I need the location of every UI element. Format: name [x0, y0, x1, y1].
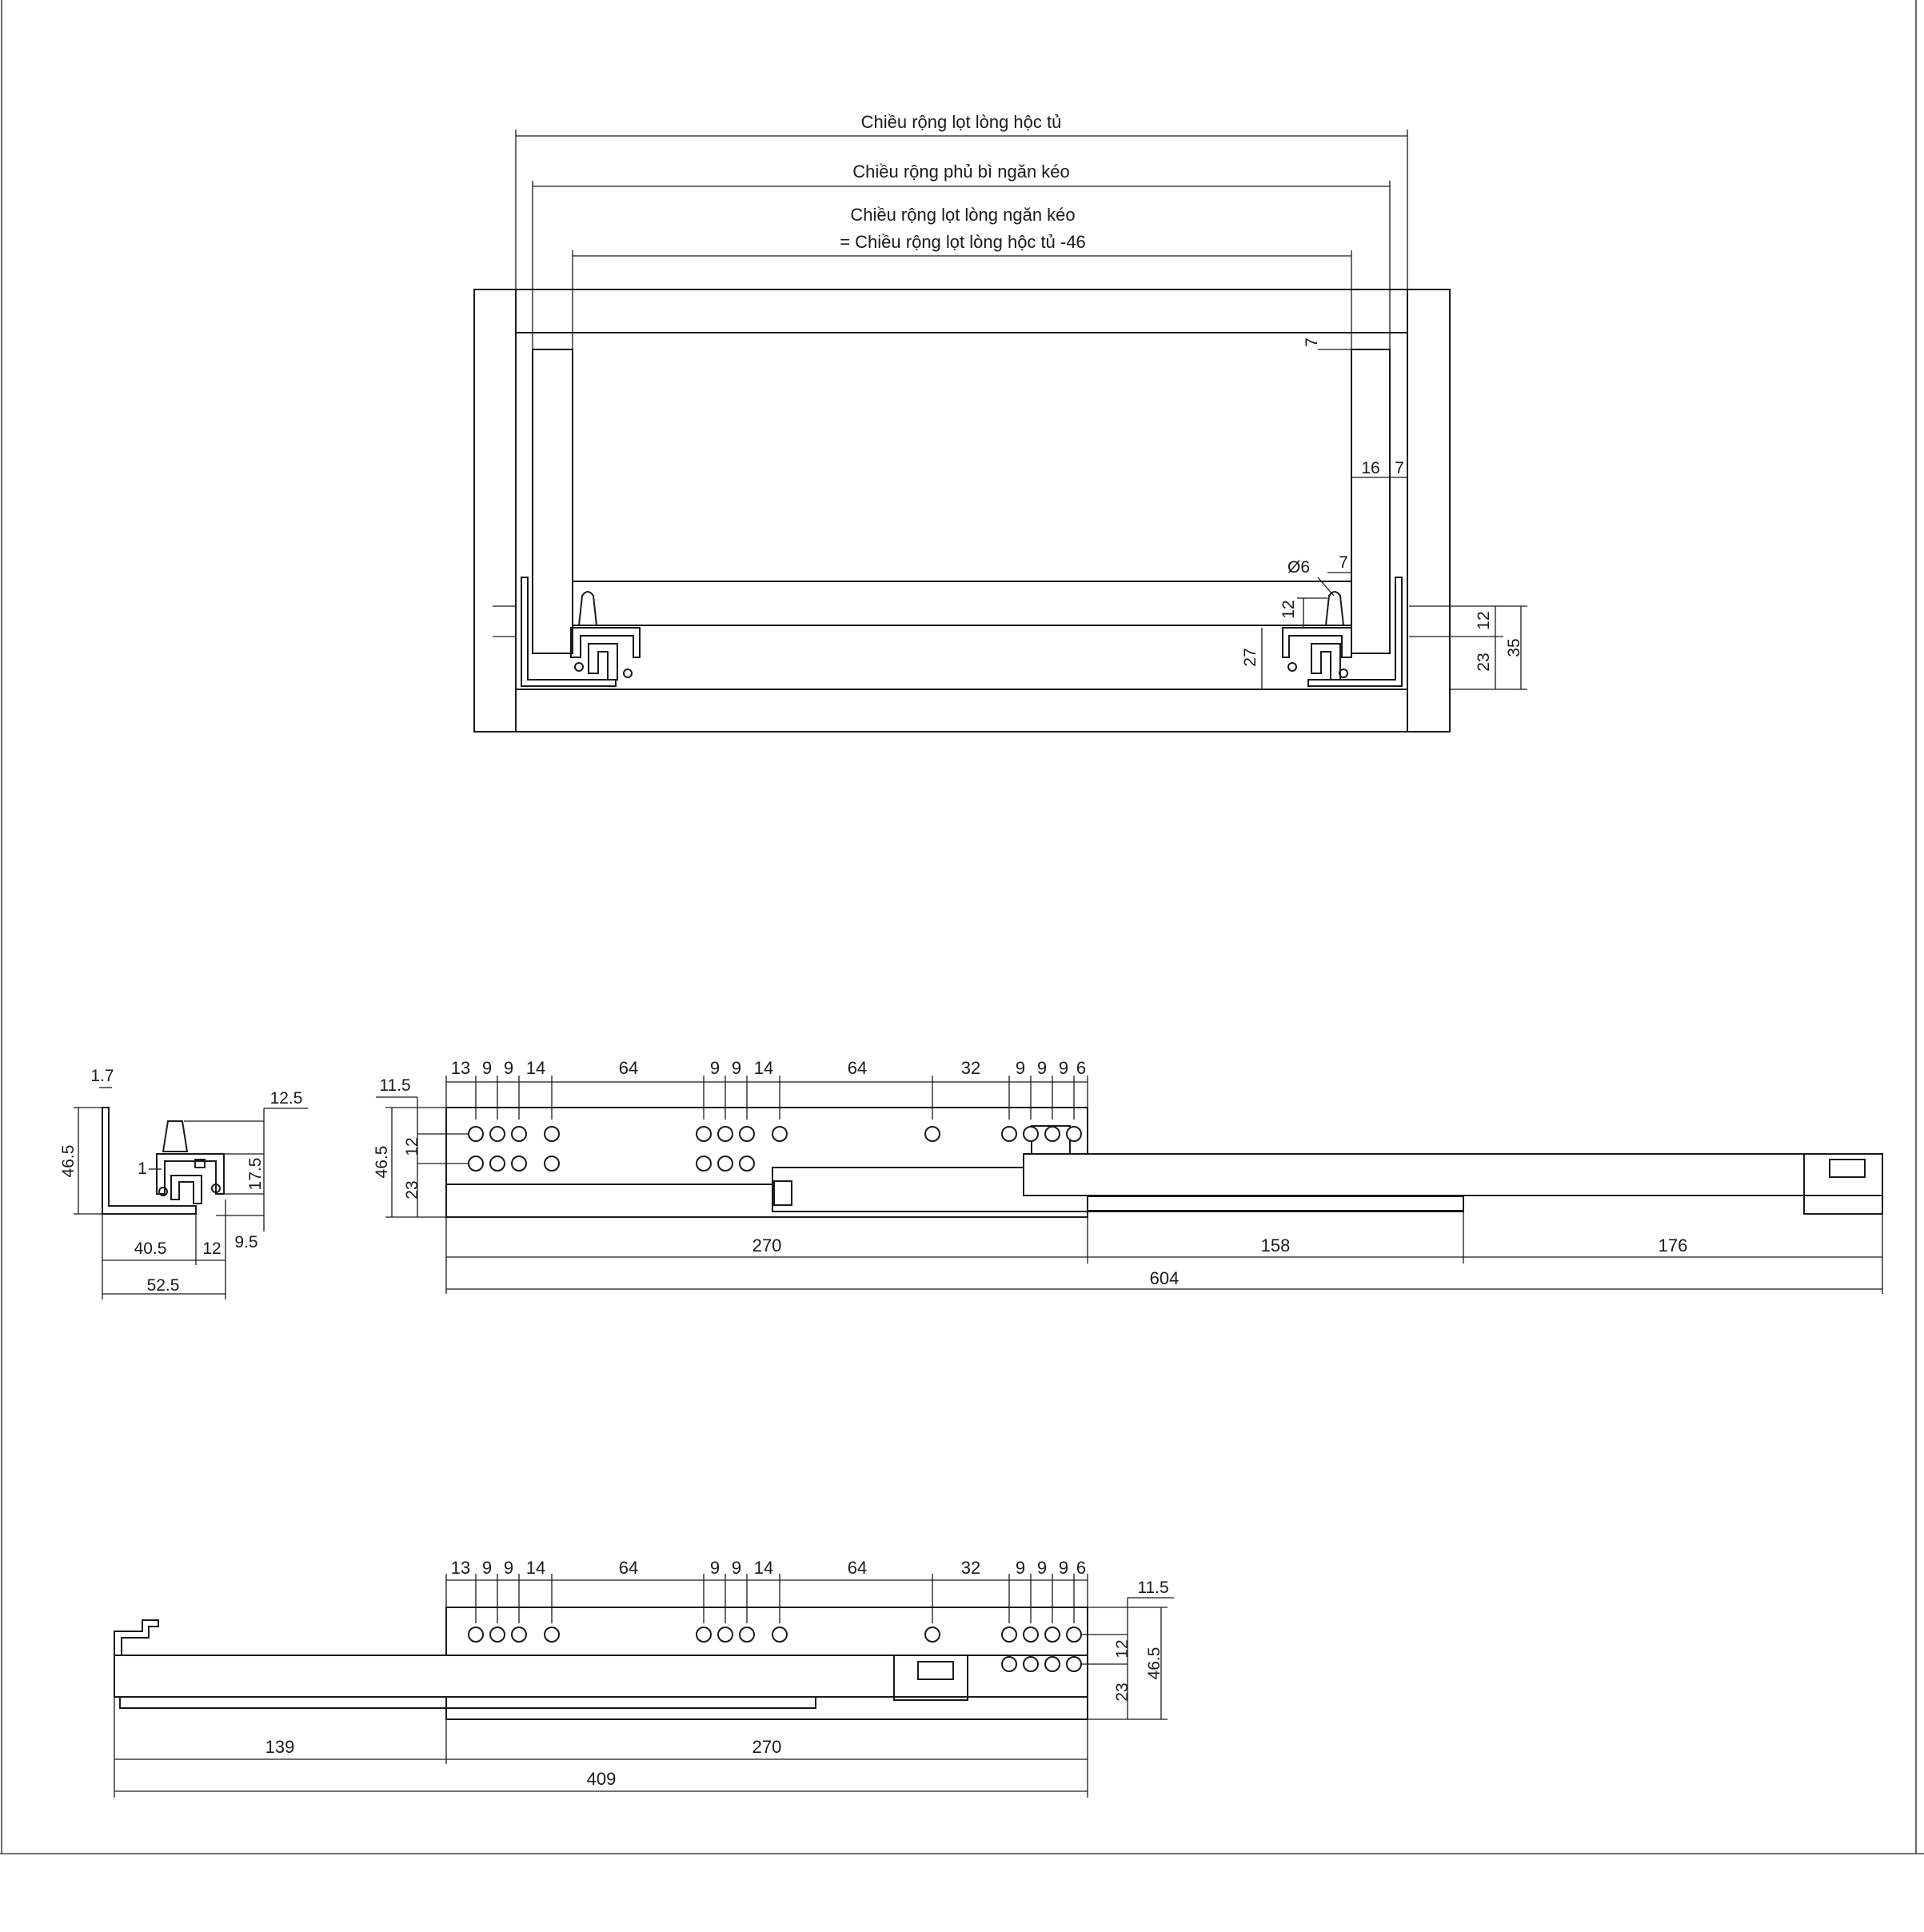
- spacing-label: 9: [481, 1558, 493, 1578]
- runner-left: [493, 577, 640, 686]
- runner-left-pin: [579, 592, 597, 625]
- extended-view: [373, 1058, 1882, 1294]
- closed-spacing-ticks: [446, 1574, 1088, 1623]
- runner-left-bracket: [521, 577, 616, 686]
- dim-16: 16: [1361, 459, 1380, 477]
- spacing-label: 14: [753, 1058, 774, 1078]
- spacing-label: 14: [753, 1558, 774, 1578]
- profile-rail: [157, 1154, 224, 1194]
- spacing-label: 9: [1036, 1558, 1048, 1578]
- spacing-label: 64: [847, 1058, 868, 1078]
- profile-dim-52-5: 52.5: [146, 1276, 180, 1295]
- dim-7-top: 7: [1303, 337, 1321, 347]
- dim-27: 27: [1241, 648, 1259, 667]
- drawer-side-right: [1351, 349, 1390, 653]
- spacing-label: 13: [450, 1058, 471, 1078]
- spacing-label: 9: [503, 1558, 514, 1578]
- drawer-bottom: [573, 581, 1351, 625]
- hole: [1002, 1627, 1016, 1642]
- hole: [772, 1127, 787, 1141]
- closed-holes-upper: [469, 1627, 1081, 1642]
- runner-left-ball-2: [624, 669, 632, 677]
- runner-left-inner: [589, 644, 617, 680]
- extended-dim-46-5: 46.5: [373, 1145, 391, 1179]
- cabinet-inner-width-label: Chiều rộng lọt lòng hộc tủ: [860, 112, 1062, 132]
- spacing-label: 9: [731, 1058, 742, 1078]
- hole: [1067, 1657, 1081, 1671]
- hole: [1024, 1127, 1038, 1141]
- spacing-label: 9: [709, 1058, 721, 1078]
- drawer-inner-width-label-1: Chiều rộng lọt lòng ngăn kéo: [850, 205, 1076, 225]
- closed-view: [114, 1558, 1174, 1798]
- extended-holes-lower: [469, 1156, 754, 1171]
- profile-view: [59, 1067, 308, 1299]
- profile-dim-1: 1: [138, 1160, 147, 1178]
- hole: [545, 1627, 559, 1642]
- spacing-label: 14: [525, 1058, 546, 1078]
- spacing-label: 9: [709, 1558, 721, 1578]
- profile-dim-1-7: 1.7: [90, 1067, 114, 1085]
- spacing-label: 9: [731, 1558, 742, 1578]
- closed-dim-23: 23: [1113, 1683, 1132, 1702]
- cabinet-outline: [474, 289, 1450, 732]
- runner-left-ball: [575, 663, 583, 671]
- profile-dim-17-5: 17.5: [246, 1157, 265, 1191]
- runner-right-rail: [1283, 628, 1351, 657]
- spacing-label: 32: [960, 1058, 981, 1078]
- spacing-label: 9: [1015, 1558, 1026, 1578]
- drawer-overlay-width-label: Chiều rộng phủ bì ngăn kéo: [852, 162, 1070, 182]
- dim-23-right: 23: [1475, 653, 1493, 672]
- profile-dim-12: 12: [202, 1239, 222, 1258]
- hole: [925, 1627, 940, 1642]
- hole: [1045, 1657, 1060, 1671]
- drawer-inner-width-label-2: = Chiều rộng lọt lòng hộc tủ -46: [840, 232, 1086, 252]
- dim-7-side: 7: [1395, 459, 1404, 477]
- spacing-label: 32: [960, 1558, 981, 1578]
- runner-right-ball: [1288, 663, 1296, 671]
- hole: [1024, 1627, 1038, 1642]
- dim-7-pin: 7: [1339, 553, 1348, 572]
- profile-dim-12-5: 12.5: [269, 1089, 303, 1108]
- closed-dim-12: 12: [1113, 1639, 1132, 1659]
- hole: [512, 1156, 526, 1171]
- spacing-label: 6: [1076, 1058, 1087, 1078]
- hole: [1045, 1127, 1060, 1141]
- hole: [512, 1627, 526, 1642]
- extended-dim-23: 23: [403, 1180, 421, 1200]
- hole: [490, 1127, 505, 1141]
- hole: [469, 1127, 483, 1141]
- hole: [1067, 1627, 1081, 1642]
- spacing-label: 9: [503, 1058, 514, 1078]
- hole: [469, 1627, 483, 1642]
- closed-spacing-labels: [451, 1558, 1086, 1578]
- extended-dim-176: 176: [1658, 1235, 1688, 1255]
- hole: [1067, 1127, 1081, 1141]
- dim-diameter-leader: [1318, 577, 1334, 596]
- closed-dim-11-5: 11.5: [1137, 1579, 1169, 1597]
- dim-12-pin: 12: [1279, 600, 1298, 619]
- runner-right-pin: [1326, 592, 1343, 625]
- spacing-label: 9: [1036, 1058, 1048, 1078]
- hole: [1024, 1657, 1038, 1671]
- hole: [740, 1127, 754, 1141]
- hole: [718, 1627, 732, 1642]
- profile-pin: [163, 1121, 187, 1152]
- hole: [1045, 1627, 1060, 1642]
- spacing-label: 9: [481, 1058, 493, 1078]
- profile-dim-40-5: 40.5: [134, 1239, 167, 1258]
- hole: [740, 1156, 754, 1171]
- extended-holes-upper: [469, 1127, 1081, 1141]
- closed-dim-270: 270: [752, 1737, 782, 1757]
- spacing-label: 64: [618, 1558, 639, 1578]
- spacing-label: 6: [1076, 1558, 1087, 1578]
- dim-12-right: 12: [1475, 611, 1493, 630]
- hole: [697, 1156, 711, 1171]
- dim-35: 35: [1505, 638, 1523, 657]
- front-view: [474, 112, 1527, 732]
- hole: [490, 1156, 505, 1171]
- profile-dim-9-5: 9.5: [234, 1233, 258, 1251]
- profile-dim-46-5: 46.5: [59, 1144, 78, 1178]
- spacing-label: 9: [1058, 1058, 1069, 1078]
- spacing-label: 64: [618, 1058, 639, 1078]
- dim-diameter: Ø6: [1287, 558, 1311, 577]
- hole: [1002, 1127, 1016, 1141]
- closed-dim-139: 139: [265, 1737, 295, 1757]
- hole: [718, 1156, 732, 1171]
- profile-inner: [171, 1176, 202, 1204]
- extended-dim-11-5: 11.5: [379, 1076, 411, 1095]
- extended-dim-158: 158: [1260, 1235, 1291, 1255]
- spacing-label: 64: [847, 1558, 868, 1578]
- hole: [772, 1627, 787, 1642]
- hole: [697, 1627, 711, 1642]
- extended-dim-12: 12: [403, 1137, 421, 1156]
- drawer-side-left: [533, 349, 573, 653]
- hole: [718, 1127, 732, 1141]
- extended-drawer-rail: [1024, 1154, 1882, 1196]
- runner-left-rail: [571, 628, 640, 657]
- runner-right: [1283, 577, 1431, 686]
- closed-middle-rail: [120, 1697, 816, 1708]
- spacing-label: 9: [1015, 1058, 1026, 1078]
- closed-dim-409: 409: [586, 1769, 617, 1789]
- spacing-label: 14: [525, 1558, 546, 1578]
- hole: [512, 1127, 526, 1141]
- hole: [545, 1156, 559, 1171]
- extended-dim-604: 604: [1149, 1268, 1180, 1288]
- runner-right-inner: [1311, 644, 1340, 680]
- extended-spacing-labels: [451, 1058, 1086, 1078]
- hole: [469, 1156, 483, 1171]
- hole: [1002, 1657, 1016, 1671]
- spacing-label: 13: [450, 1558, 471, 1578]
- hole: [697, 1127, 711, 1141]
- extended-dim-270: 270: [752, 1235, 782, 1255]
- hole: [545, 1127, 559, 1141]
- closed-dim-46-5: 46.5: [1145, 1647, 1164, 1680]
- hole: [925, 1127, 940, 1141]
- hole: [740, 1627, 754, 1642]
- hole: [490, 1627, 505, 1642]
- closed-front-hook: [114, 1620, 158, 1655]
- spacing-label: 9: [1058, 1558, 1069, 1578]
- runner-right-bracket: [1308, 577, 1402, 686]
